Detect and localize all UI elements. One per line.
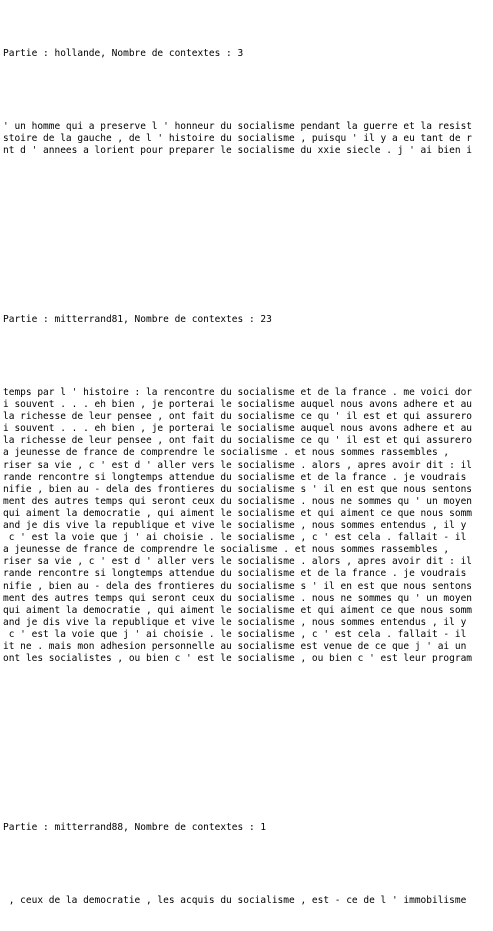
right-context: auquel nous avons adhere et au	[294, 399, 473, 411]
right-context: du xxie siecle . j ' ai bien i	[294, 145, 473, 157]
section-header-mitterrand88: Partie : mitterrand88, Nombre de contextes : 1	[3, 822, 267, 834]
context-line	[3, 121, 493, 133]
context-line	[3, 641, 493, 653]
left-context: nifie , bien au - dela des frontieres du	[3, 483, 232, 495]
left-context: and je dis vive la republique et vive le	[3, 520, 232, 532]
right-context: , ou bien c ' est leur program	[294, 653, 473, 665]
context-line	[3, 605, 493, 617]
left-context: qui aiment la democratie , qui aiment le	[3, 604, 232, 616]
keyword: socialisme	[220, 544, 278, 556]
left-context: a jeunesse de france de comprendre le	[3, 544, 215, 556]
right-context: auquel nous avons adhere et au	[294, 423, 473, 435]
keyword: socialisme	[237, 894, 295, 906]
context-line	[3, 460, 493, 472]
right-context: s ' il en est que nous sentons	[294, 483, 473, 495]
section-lines-hollande	[3, 121, 493, 157]
context-line	[3, 472, 493, 484]
left-context: la richesse de leur pensee , ont fait du	[3, 411, 232, 423]
right-context: . nous ne sommes qu ' un moyen	[294, 592, 473, 604]
context-line	[3, 399, 493, 411]
right-context: , est - ce de l ' immobilisme	[294, 894, 467, 906]
keyword: socialisme	[237, 592, 295, 604]
keyword: socialisme	[237, 640, 295, 652]
right-context: , c ' est cela . fallait - il	[294, 628, 467, 640]
right-context: s ' il en est que nous sentons	[294, 580, 473, 592]
right-context: . nous ne sommes qu ' un moyen	[294, 495, 473, 507]
left-context: , ceux de la democratie , les acquis du	[3, 894, 232, 906]
left-context: a jeunesse de france de comprendre le	[3, 447, 215, 459]
left-context: i souvent . . . eh bien , je porterai le	[3, 423, 232, 435]
keyword: socialisme	[237, 580, 295, 592]
right-context: , c ' est cela . fallait - il	[294, 532, 467, 544]
right-context: et de la france . je voudrais	[294, 471, 467, 483]
context-line	[3, 447, 493, 459]
left-context: temps par l ' histoire : la rencontre du	[3, 387, 232, 398]
right-context: . alors , apres avoir dit : il	[294, 556, 473, 568]
left-context: rande rencontre si longtemps attendue du	[3, 568, 232, 580]
context-line	[3, 556, 493, 568]
context-line	[3, 653, 493, 665]
right-context: ce qu ' il est et qui assurero	[294, 411, 473, 423]
context-line	[3, 387, 493, 399]
context-line	[3, 145, 493, 157]
context-line	[3, 496, 493, 508]
context-line	[3, 895, 493, 907]
right-context: ce qu ' il est et qui assurero	[294, 435, 473, 447]
keyword: socialisme	[237, 459, 295, 471]
keyword: socialisme	[237, 145, 295, 157]
right-context: et qui aiment ce que nous somm	[294, 507, 473, 519]
context-line	[3, 593, 493, 605]
left-context: it ne . mais mon adhesion personnelle au	[3, 640, 232, 652]
keyword: socialisme	[237, 507, 295, 519]
right-context: . et nous sommes rassembles ,	[277, 544, 450, 556]
left-context: la richesse de leur pensee , ont fait du	[3, 435, 232, 447]
left-context: qui aiment la democratie , qui aiment le	[3, 507, 232, 519]
keyword: socialisme	[237, 653, 295, 665]
keyword: socialisme	[237, 556, 295, 568]
left-context: rande rencontre si longtemps attendue du	[3, 471, 232, 483]
left-context: nifie , bien au - dela des frontieres du	[3, 580, 232, 592]
context-line	[3, 133, 493, 145]
left-context: ont les socialistes , ou bien c ' est le	[3, 653, 232, 665]
left-context: and je dis vive la republique et vive le	[3, 616, 232, 628]
context-line	[3, 508, 493, 520]
right-context: et qui aiment ce que nous somm	[294, 604, 473, 616]
keyword: socialisme	[237, 435, 295, 447]
keyword: socialisme	[237, 423, 295, 435]
right-context: , nous sommes entendus , il y	[294, 616, 467, 628]
left-context: i souvent . . . eh bien , je porterai le	[3, 399, 232, 411]
context-line	[3, 411, 493, 423]
keyword: socialisme	[237, 604, 295, 616]
keyword: socialisme	[237, 628, 295, 640]
keyword: socialisme	[237, 520, 295, 532]
context-line	[3, 581, 493, 593]
section-header-mitterrand81: Partie : mitterrand81, Nombre de contextes : 23	[3, 314, 272, 326]
keyword: socialisme	[237, 495, 295, 507]
right-context: . alors , apres avoir dit : il	[294, 459, 473, 471]
left-context: ment des autres temps qui seront ceux du	[3, 495, 232, 507]
right-context: et de la france . je voudrais	[294, 568, 467, 580]
right-context: est venue de ce que j ' ai un	[294, 640, 467, 652]
keyword: socialisme	[237, 387, 295, 398]
context-line	[3, 484, 493, 496]
context-line	[3, 568, 493, 580]
left-context: ment des autres temps qui seront ceux du	[3, 592, 232, 604]
section-lines-mitterrand88	[3, 895, 493, 907]
keyword: socialisme	[237, 616, 295, 628]
right-context: . et nous sommes rassembles ,	[277, 447, 450, 459]
left-context: c ' est la voie que j ' ai choisie . le	[3, 532, 232, 544]
keyword: socialisme	[237, 120, 295, 132]
left-context: c ' est la voie que j ' ai choisie . le	[3, 628, 232, 640]
section-lines-mitterrand81	[3, 387, 493, 665]
left-context: nt d ' annees a lorient pour preparer le	[3, 145, 232, 157]
keyword: socialisme	[237, 532, 295, 544]
concordance-viewer	[3, 0, 493, 906]
keyword: socialisme	[237, 471, 295, 483]
left-context: riser sa vie , c ' est d ' aller vers le	[3, 459, 232, 471]
left-context: stoire de la gauche , de l ' histoire du	[3, 133, 232, 145]
context-line	[3, 544, 493, 556]
left-context: ' un homme qui a preserve l ' honneur du	[3, 120, 232, 132]
keyword: socialisme	[237, 411, 295, 423]
right-context: , nous sommes entendus , il y	[294, 520, 467, 532]
keyword: socialisme	[237, 399, 295, 411]
context-line	[3, 629, 493, 641]
keyword: socialisme	[237, 568, 295, 580]
context-line	[3, 532, 493, 544]
context-line	[3, 520, 493, 532]
keyword: socialisme	[237, 133, 295, 145]
right-context: , puisqu ' il y a eu tant de r	[294, 133, 473, 145]
right-context: pendant la guerre et la resist	[294, 120, 473, 132]
context-line	[3, 423, 493, 435]
left-context: riser sa vie , c ' est d ' aller vers le	[3, 556, 232, 568]
right-context: et de la france . me voici dor	[294, 387, 473, 398]
context-line	[3, 617, 493, 629]
context-line	[3, 435, 493, 447]
section-header-hollande: Partie : hollande, Nombre de contextes : 3	[3, 48, 244, 60]
keyword: socialisme	[237, 483, 295, 495]
keyword: socialisme	[220, 447, 278, 459]
